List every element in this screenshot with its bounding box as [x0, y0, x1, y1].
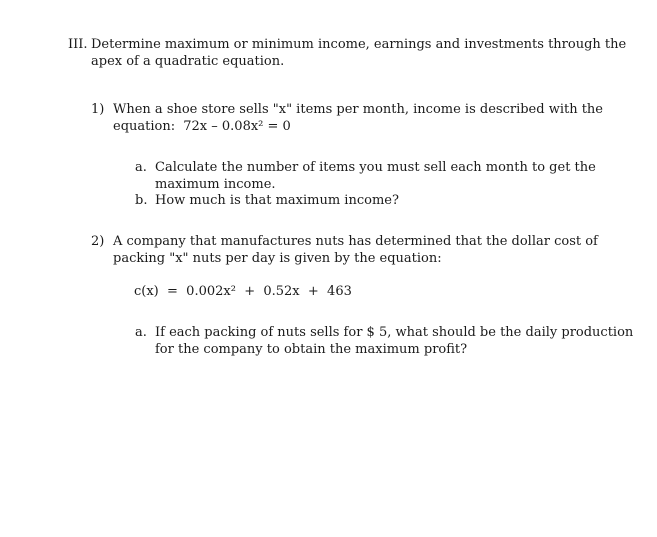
problem-1-equation: 72x – 0.08x² = 0: [183, 119, 291, 134]
problem-1-item-a-letter: a.: [135, 160, 147, 175]
problem-1-number: 1): [91, 102, 105, 117]
problem-2-number: 2): [91, 234, 105, 249]
problem-2-text-line-2: packing "x" nuts per day is given by the equation:: [113, 251, 442, 266]
problem-1-item-a-line-1: Calculate the number of items you must sell each month to get the: [155, 160, 596, 175]
problem-2-equation: c(x) = 0.002x² + 0.52x + 463: [134, 284, 352, 299]
problem-1-text-line-1: When a shoe store sells "x" items per month, income is described with the: [113, 102, 604, 117]
problem-1-item-b-line-1: How much is that maximum income?: [155, 193, 399, 208]
problem-2-item-a-letter: a.: [135, 325, 147, 340]
problem-1-item-a-line-2: maximum income.: [155, 177, 276, 192]
section-numeral: III.: [68, 37, 88, 52]
problem-2-item-a-line-1: If each packing of nuts sells for $ 5, what should be the daily production: [155, 325, 634, 340]
section-title-line-1: Determine maximum or minimum income, earnings and investments through the: [91, 37, 627, 52]
problem-2-text-line-1: A company that manufactures nuts has determined that the dollar cost of: [113, 234, 598, 249]
problem-1-equation-label: equation:: [113, 119, 176, 134]
problem-1-text-line-2: [113, 118, 291, 135]
section-title-line-2: apex of a quadratic equation.: [91, 54, 285, 69]
problem-2-item-a-line-2: for the company to obtain the maximum profit?: [155, 342, 468, 357]
problem-1-item-b-letter: b.: [135, 193, 148, 208]
